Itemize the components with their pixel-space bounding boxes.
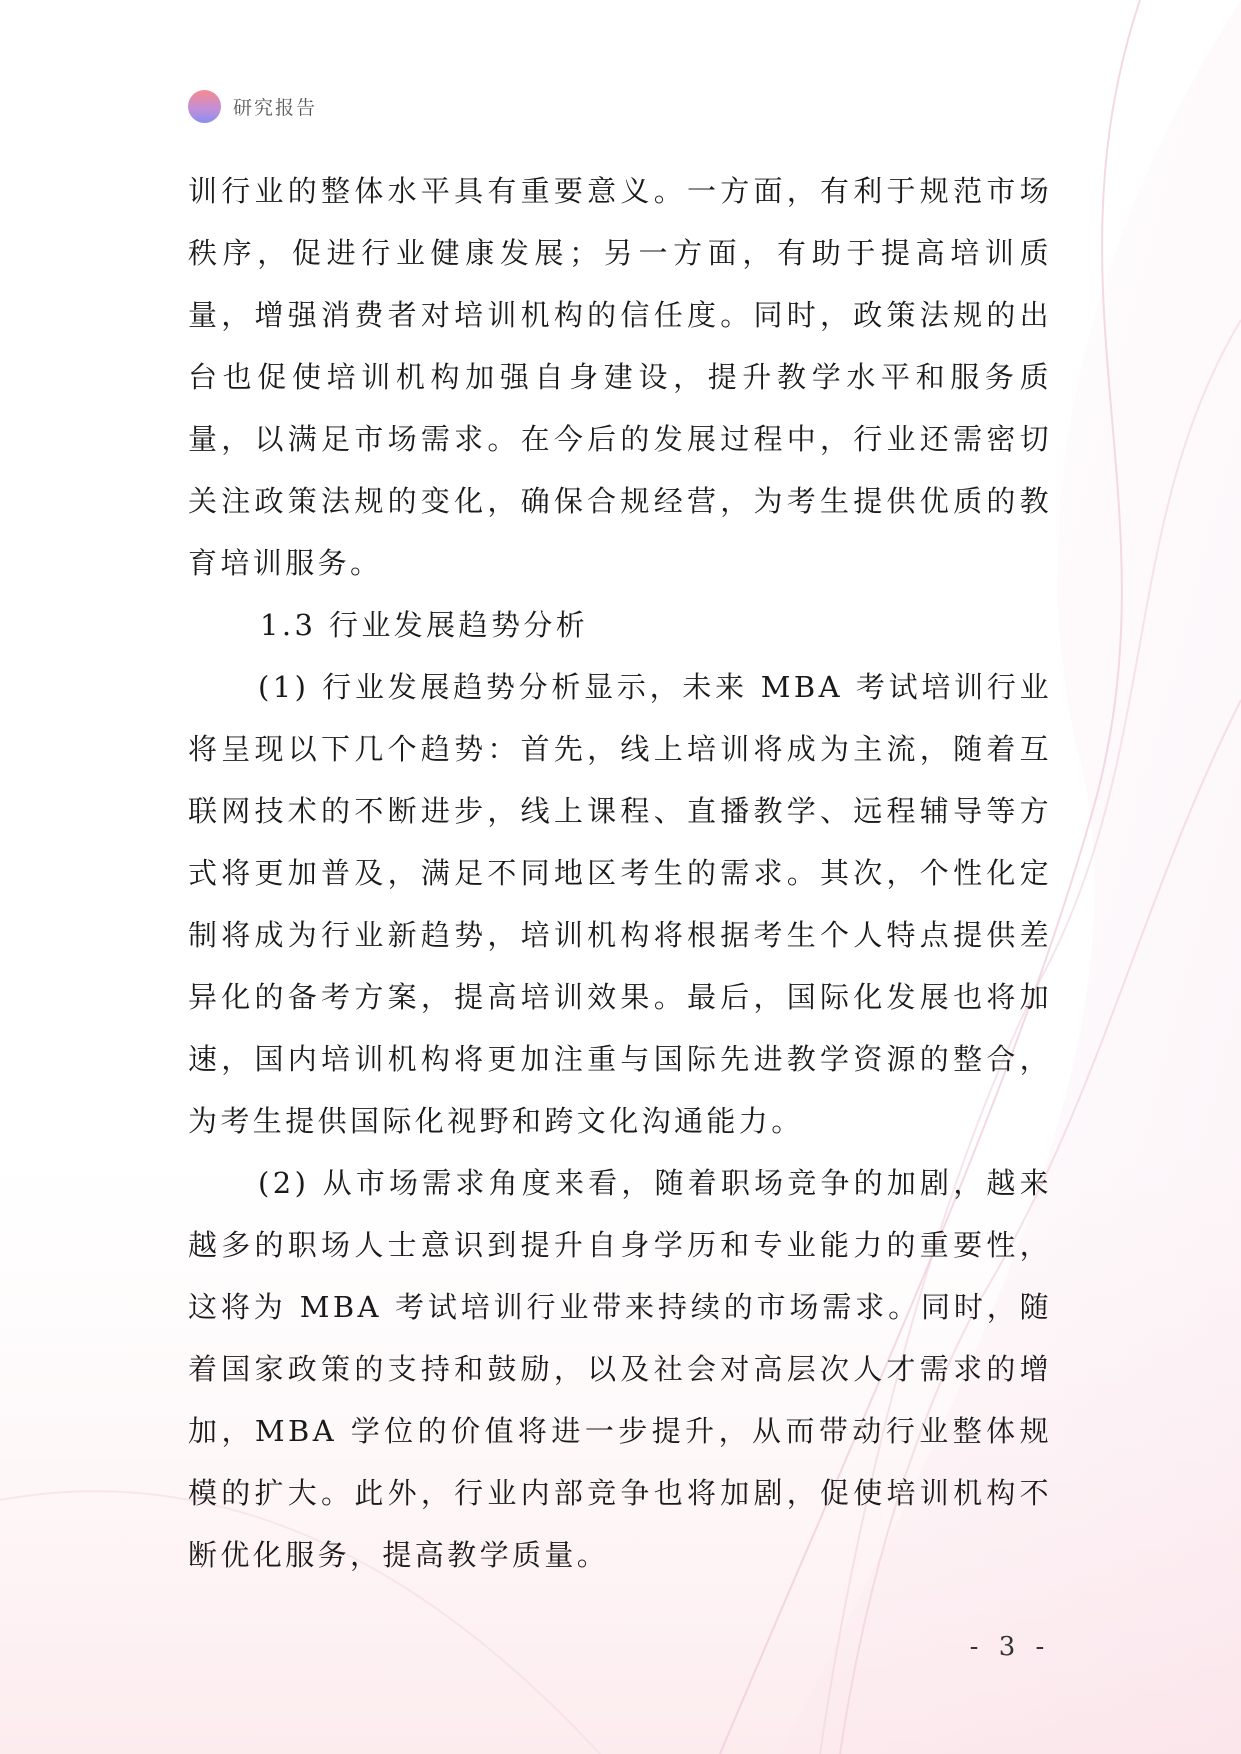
section-heading: 1.3 行业发展趋势分析	[260, 608, 589, 642]
paragraph-trend-1: (1) 行业发展趋势分析显示，未来 MBA 考试培训行业将呈现以下几个趋势：首先，线上培训将成为主流，随着互联网技术的不断进步，线上课程、直播教学、远程辅导等方式将更加普及，满足不同地区考生的需求。其次，个性化定制将成为行业新趋势，培训机构将根据考生个人特点提供差异化的备考方案，提高培训效果。最后，国际化发展也将加速，国内培训机构将更加注重与国际先进教学资源的整合，为考生提供国际化视野和跨文化沟通能力。	[188, 670, 1052, 1138]
report-logo-icon	[188, 90, 221, 123]
page-number: - 3 -	[969, 1632, 1051, 1662]
paragraph-continuation: 训行业的整体水平具有重要意义。一方面，有利于规范市场秩序，促进行业健康发展；另一方面，有助于提高培训质量，增强消费者对培训机构的信任度。同时，政策法规的出台也促使培训机构加强自身建设，提升教学水平和服务质量，以满足市场需求。在今后的发展过程中，行业还需密切关注政策法规的变化，确保合规经营，为考生提供优质的教育培训服务。	[188, 174, 1052, 580]
page-header	[188, 89, 317, 123]
body-text	[188, 160, 1052, 1586]
header-title: 研究报告	[233, 96, 318, 119]
paragraph-trend-2: (2) 从市场需求角度来看，随着职场竞争的加剧，越来越多的职场人士意识到提升自身学历和专业能力的重要性，这将为 MBA 考试培训行业带来持续的市场需求。同时，随着国家政策的支持和鼓励，以及社会对高层次人才需求的增加，MBA 学位的价值将进一步提升，从而带动行业整体规模的扩大。此外，行业内部竞争也将加剧，促使培训机构不断优化服务，提高教学质量。	[188, 1166, 1052, 1572]
